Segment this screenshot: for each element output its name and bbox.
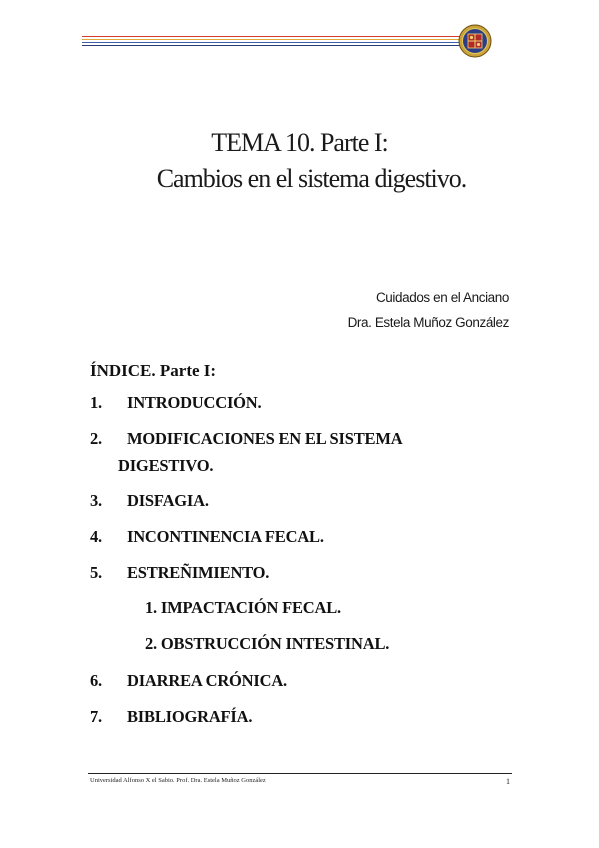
index-item-number: 1. [90, 393, 102, 412]
index-item-label: BIBLIOGRAFÍA. [127, 707, 253, 726]
index-subitem-label: 2. OBSTRUCCIÓN INTESTINAL. [145, 634, 390, 653]
index-item-number: 4. [90, 527, 102, 546]
index-item-label: MODIFICACIONES EN EL SISTEMA [127, 429, 403, 448]
index-item-label: INTRODUCCIÓN. [127, 393, 262, 412]
footer-rule [88, 773, 512, 774]
index-item-number: 2. [90, 429, 102, 448]
index-item-label: DISFAGIA. [127, 491, 209, 510]
index-item-number: 3. [90, 491, 102, 510]
index-item-label: INCONTINENCIA FECAL. [127, 527, 324, 546]
index-heading: ÍNDICE. Parte I: [90, 361, 217, 380]
course-name: Cuidados en el Anciano [375, 290, 509, 305]
index-subitem-label: 1. IMPACTACIÓN FECAL. [145, 598, 341, 617]
footer-text: Universidad Alfonso X el Sabio. Prof. Dra. Estela Muñoz González [90, 777, 266, 784]
index-item-number: 6. [90, 671, 102, 690]
author-name: Dra. Estela Muñoz González [347, 315, 509, 330]
header-line-red [82, 36, 460, 37]
header-line-blue [82, 42, 460, 43]
header-rule [82, 34, 460, 48]
index-item-label: ESTREÑIMIENTO. [127, 563, 270, 582]
header-line-navy [82, 45, 460, 46]
index-item-number: 5. [90, 563, 102, 582]
index-item-number: 7. [90, 707, 102, 726]
header-line-gold [82, 39, 460, 40]
index-item-label: DIGESTIVO. [118, 456, 214, 475]
document-title-line2: Cambios en el sistema digestivo. [156, 164, 467, 193]
index-item-label: DIARREA CRÓNICA. [127, 671, 287, 690]
university-seal-icon [458, 24, 492, 58]
document-title-line1: TEMA 10. Parte I: [211, 128, 388, 157]
page-number: 1 [506, 777, 510, 786]
